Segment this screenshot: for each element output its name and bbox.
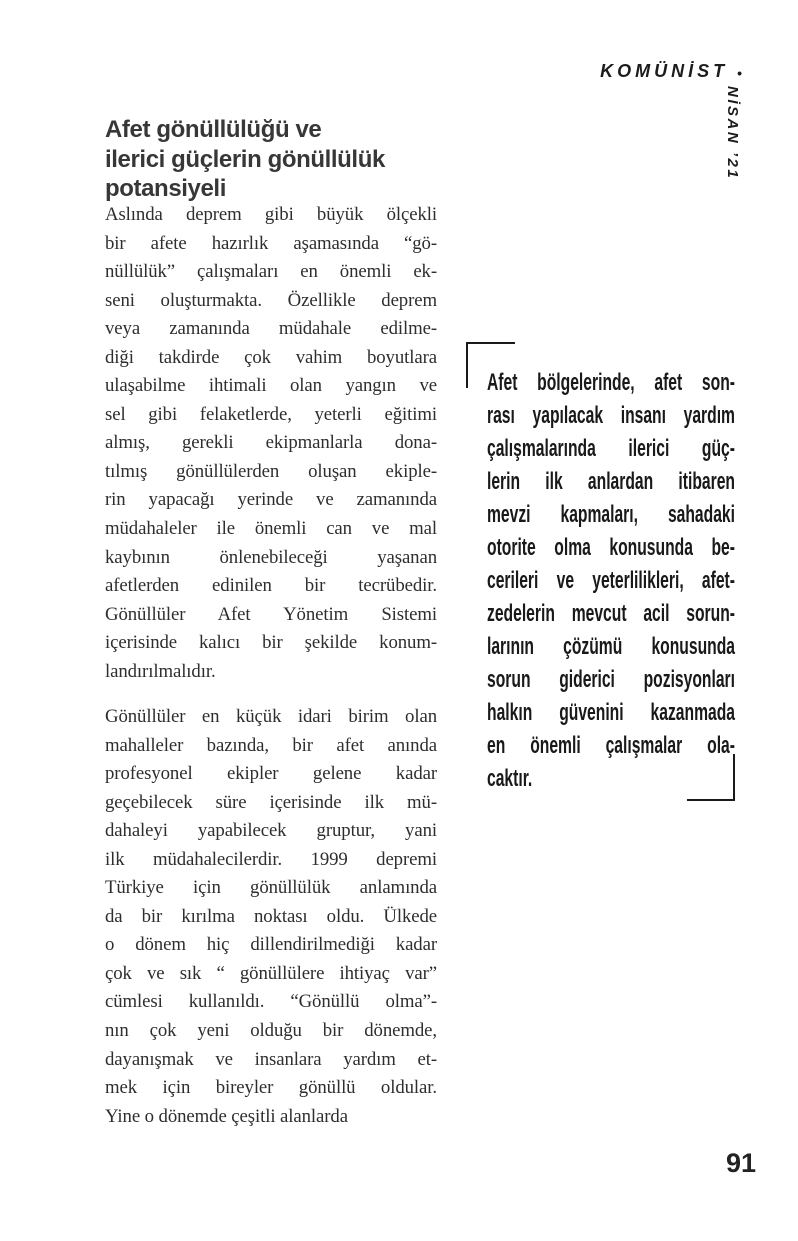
text-line: çok ve sık “ gönüllülere ihtiyaç var” xyxy=(105,962,437,984)
text-line: landırılmalıdır. xyxy=(105,660,216,682)
text-line: profesyonel ekipler gelene kadar xyxy=(105,763,437,785)
text-line: nın çok yeni olduğu bir dönemde, xyxy=(105,1020,437,1042)
text-line: rin yapacağı yerinde ve zamanında xyxy=(105,489,437,511)
text-line: zedelerin mevcut acil sorun- xyxy=(487,600,735,627)
text-line: Afet bölgelerinde, afet son- xyxy=(487,369,735,396)
text-line: ilerici güçlerin gönüllülük xyxy=(105,145,385,173)
bullet-icon: • xyxy=(737,64,742,81)
body-paragraph-2 xyxy=(105,703,437,1131)
text-line: içerisinde kalıcı bir şekilde konum- xyxy=(105,632,437,654)
text-line: Aslında deprem gibi büyük ölçekli xyxy=(105,204,437,225)
quote-close-bracket-icon xyxy=(687,754,735,801)
text-line: seni oluşturmakta. Özellikle deprem xyxy=(105,289,437,311)
pull-quote xyxy=(487,366,737,795)
text-line: sorun giderici pozisyonları xyxy=(487,666,735,693)
text-line: tılmış gönüllülerden oluşan ekiple- xyxy=(105,460,437,482)
text-line: afetlerden edinilen bir tecrübedir. xyxy=(105,575,437,597)
pull-quote-text xyxy=(487,366,735,795)
page-header xyxy=(600,61,742,82)
text-line: dahaleyi yapabilecek gruptur, yani xyxy=(105,820,437,842)
article-title xyxy=(105,115,461,204)
text-line: sel gibi felaketlerde, yeterli eğitimi xyxy=(105,403,437,425)
text-line: Yine o dönemde çeşitli alanlarda xyxy=(105,1105,348,1127)
text-line: nüllülük” çalışmaları en önemli ek- xyxy=(105,261,437,283)
text-line: o dönem hiç dillendirilmediği kadar xyxy=(105,934,437,956)
text-line: Afet gönüllülüğü ve xyxy=(105,116,322,144)
text-line: mahalleler bazında, bir afet anında xyxy=(105,734,437,756)
text-line: larının çözümü konusunda xyxy=(487,633,735,660)
text-line: mek için bireyler gönüllü oldular. xyxy=(105,1077,437,1099)
text-line: veya zamanında müdahale edilme- xyxy=(105,318,437,340)
text-line: Gönüllüler en küçük idari birim olan xyxy=(105,706,437,727)
magazine-title: KOMÜNİST xyxy=(600,61,729,81)
text-line: rası yapılacak insanı yardım xyxy=(487,402,735,429)
text-line: ilk müdahalecilerdir. 1999 depremi xyxy=(105,848,437,870)
text-line: geçebilecek süre içerisinde ilk mü- xyxy=(105,791,437,813)
text-line: almış, gerekli ekipmanlarla dona- xyxy=(105,432,437,454)
text-line: caktır. xyxy=(487,765,533,792)
text-line: Gönüllüler Afet Yönetim Sistemi xyxy=(105,603,437,625)
text-line: cerileri ve yeterlilikleri, afet- xyxy=(487,567,735,594)
text-line: kaybının önlenebileceği yaşanan xyxy=(105,546,437,568)
text-line: cümlesi kullanıldı. “Gönüllü olma”- xyxy=(105,991,437,1013)
text-line: otorite olma konusunda be- xyxy=(487,534,735,561)
text-line: lerin ilk anlardan itibaren xyxy=(487,468,735,495)
text-line: en önemli çalışmalar ola- xyxy=(487,732,735,759)
issue-date-label: NİSAN ’21 xyxy=(724,86,741,181)
text-line: bir afete hazırlık aşamasında “gö- xyxy=(105,232,437,254)
text-line: potansiyeli xyxy=(105,175,226,203)
text-line: mevzi kapmaları, sahadaki xyxy=(487,501,735,528)
body-paragraph-1 xyxy=(105,201,437,686)
text-line: ulaşabilme ihtimali olan yangın ve xyxy=(105,375,437,397)
text-line: müdahaleler ile önemli can ve mal xyxy=(105,518,437,540)
text-line: diği takdirde çok vahim boyutlara xyxy=(105,346,437,368)
text-line: Türkiye için gönüllülük anlamında xyxy=(105,877,437,899)
text-line: dayanışmak ve insanlara yardım et- xyxy=(105,1048,437,1070)
text-line: halkın güvenini kazanmada xyxy=(487,699,735,726)
text-line: çalışmalarında ilerici güç- xyxy=(487,435,735,462)
text-line: da bir kırılma noktası oldu. Ülkede xyxy=(105,905,437,927)
page-number: 91 xyxy=(726,1148,757,1178)
